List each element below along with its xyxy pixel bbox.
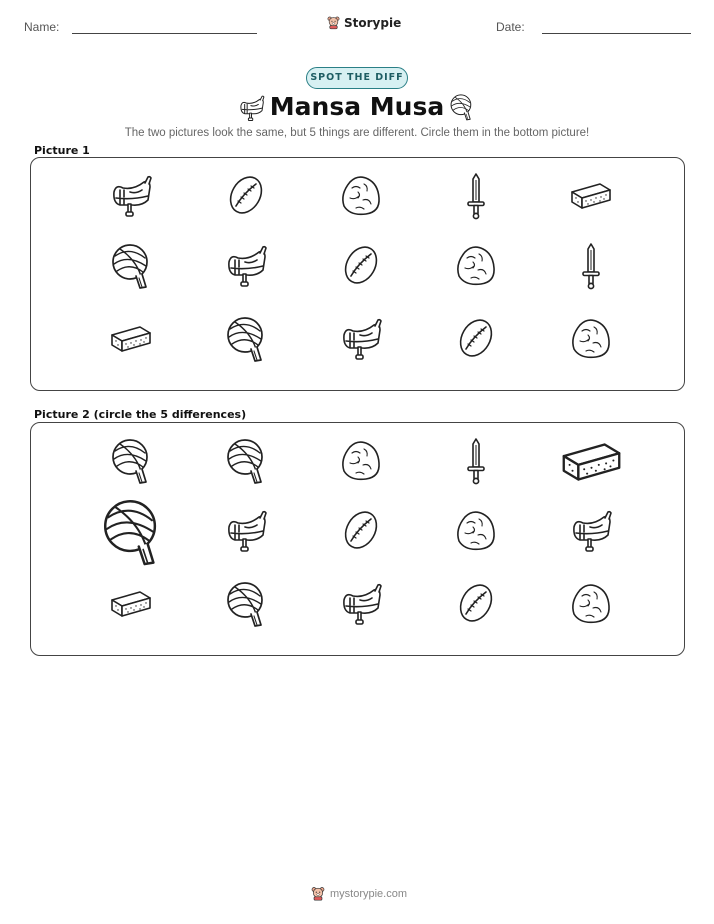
picture-2-label: Picture 2 (circle the 5 differences) bbox=[34, 408, 247, 421]
rock-icon bbox=[566, 313, 616, 363]
date-line[interactable] bbox=[542, 33, 691, 34]
turban-icon bbox=[221, 313, 271, 363]
seed-icon[interactable] bbox=[336, 505, 386, 555]
brick-icon bbox=[566, 170, 616, 220]
worksheet-title: Mansa Musa bbox=[269, 92, 445, 121]
picture-1-panel bbox=[30, 157, 685, 391]
rock-icon bbox=[336, 170, 386, 220]
turban-icon[interactable] bbox=[221, 435, 271, 485]
seed-icon bbox=[336, 240, 386, 290]
brick-icon bbox=[106, 313, 156, 363]
rock-icon[interactable] bbox=[451, 505, 501, 555]
rock-icon[interactable] bbox=[566, 578, 616, 628]
footer bbox=[310, 885, 407, 902]
instructions: The two pictures look the same, but 5 things are different. Circle them in the bottom picture! bbox=[124, 127, 590, 139]
seed-icon bbox=[451, 313, 501, 363]
seed-icon bbox=[221, 170, 271, 220]
date-label: Date: bbox=[496, 20, 525, 34]
name-line[interactable] bbox=[72, 33, 257, 34]
rock-icon bbox=[451, 240, 501, 290]
sword-icon bbox=[566, 240, 616, 290]
saddle-icon bbox=[106, 170, 156, 220]
footer-url: mystorypie.com bbox=[330, 887, 408, 900]
bear-icon bbox=[326, 14, 341, 31]
rock-icon[interactable] bbox=[336, 435, 386, 485]
seed-icon[interactable] bbox=[451, 578, 501, 628]
activity-badge: SPOT THE DIFF bbox=[306, 67, 408, 89]
turban-icon[interactable] bbox=[95, 494, 168, 567]
sword-icon[interactable] bbox=[451, 435, 501, 485]
name-label: Name: bbox=[24, 20, 60, 34]
brick-icon[interactable] bbox=[106, 578, 156, 628]
brand-name: Storypie bbox=[344, 15, 402, 30]
saddle-icon[interactable] bbox=[221, 505, 271, 555]
sword-icon bbox=[451, 170, 501, 220]
bear-icon bbox=[310, 885, 326, 902]
turban-icon bbox=[106, 240, 156, 290]
picture-2-panel[interactable] bbox=[30, 422, 685, 656]
picture-1-label: Picture 1 bbox=[34, 144, 90, 157]
saddle-icon bbox=[336, 313, 386, 363]
turban-icon[interactable] bbox=[221, 578, 271, 628]
brick-icon[interactable] bbox=[555, 424, 628, 497]
saddle-icon bbox=[221, 240, 271, 290]
storypie-logo bbox=[326, 14, 401, 31]
turban-icon bbox=[447, 92, 476, 121]
turban-icon[interactable] bbox=[106, 435, 156, 485]
saddle-icon[interactable] bbox=[566, 505, 616, 555]
saddle-icon[interactable] bbox=[336, 578, 386, 628]
